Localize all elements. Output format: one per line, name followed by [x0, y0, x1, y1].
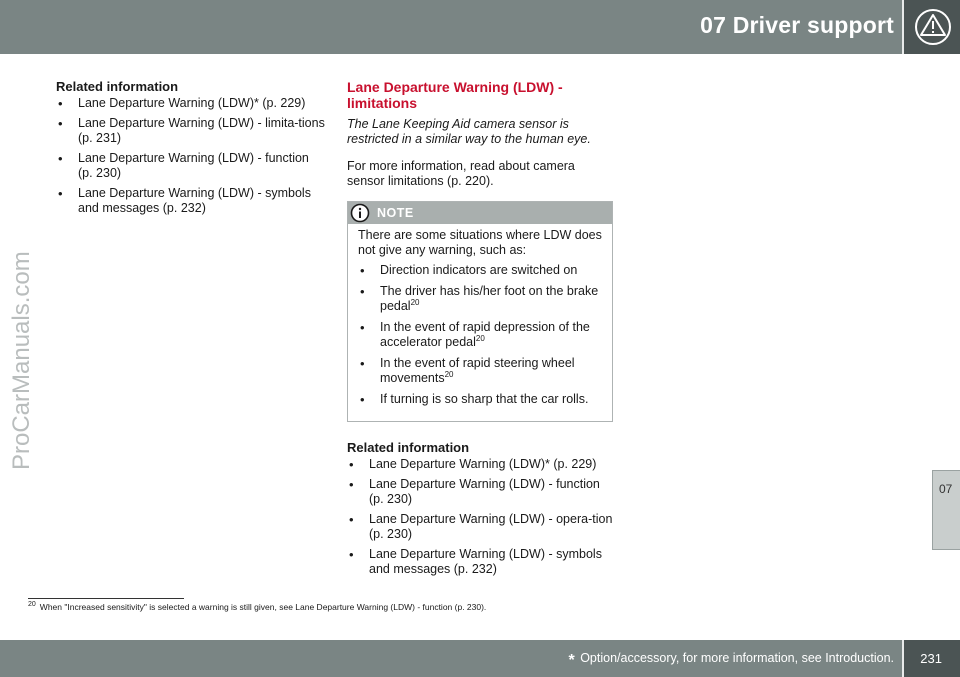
related-info-link[interactable]: • Lane Departure Warning (LDW)* (p. 229): [347, 457, 613, 472]
footer-note: [568, 651, 894, 670]
left-column: [56, 79, 326, 221]
note-list-item: [358, 392, 602, 407]
related-info-link[interactable]: • Lane Departure Warning (LDW) - limita-tions (p. 231): [56, 116, 326, 146]
note-list: [358, 263, 602, 407]
section-intro: The Lane Keeping Aid camera sensor is restricted in a similar way to the human eye.: [347, 117, 591, 146]
note-item-text: In the event of rapid depression of the accelerator pedal: [380, 320, 590, 349]
note-body: [348, 224, 612, 421]
footnote-ref[interactable]: 20: [444, 369, 454, 379]
related-info-link[interactable]: • Lane Departure Warning (LDW) - function (p. 230): [56, 151, 326, 181]
info-circle-icon: [350, 203, 370, 223]
footnote-number: 20: [28, 601, 36, 609]
page-number: 231: [920, 651, 942, 666]
footnote-ref[interactable]: 20: [475, 333, 485, 343]
related-info-link[interactable]: • Lane Departure Warning (LDW)* (p. 229): [56, 96, 326, 111]
page-header: [0, 0, 960, 54]
related-info-link[interactable]: • Lane Departure Warning (LDW) - opera-tion (p. 230): [347, 512, 613, 542]
footnote-divider: [28, 598, 184, 599]
note-box: [347, 201, 613, 422]
page-footer: [0, 640, 960, 677]
note-item-text: If turning is so sharp that the car rolls.: [380, 392, 589, 406]
related-info-list: [56, 96, 326, 216]
chapter-side-tab-label: 07: [939, 482, 953, 496]
footnote: [28, 602, 486, 612]
footer-note-text: Option/accessory, for more information, see Introduction.: [580, 651, 894, 665]
note-item-text: The driver has his/her foot on the brake pedal: [380, 284, 599, 313]
related-info-link[interactable]: • Lane Departure Warning (LDW) - symbols and messages (p. 232): [347, 547, 613, 577]
main-column: [347, 79, 613, 582]
section-title: Lane Departure Warning (LDW) - limitations: [347, 79, 563, 111]
note-item-text: In the event of rapid steering wheel movements: [380, 356, 575, 385]
related-info-link[interactable]: • Lane Departure Warning (LDW) - symbols and messages (p. 232): [56, 186, 326, 216]
note-label: NOTE: [377, 206, 414, 220]
note-list-item: [358, 356, 602, 386]
related-info-heading: Related information: [56, 79, 179, 94]
footnote-text: When "Increased sensitivity" is selected a warning is still given, see Lane Departure Warning (LDW) - function (p. 230).: [39, 602, 487, 612]
footnote-ref[interactable]: 20: [410, 297, 420, 307]
section-body: For more information, read about camera sensor limitations (p. 220).: [347, 159, 575, 188]
note-list-item: [358, 263, 602, 278]
related-info-link[interactable]: • Lane Departure Warning (LDW) - function (p. 230): [347, 477, 613, 507]
note-item-text: Direction indicators are switched on: [380, 263, 578, 277]
note-text: There are some situations where LDW does not give any warning, such as:: [358, 228, 602, 257]
related-info-heading: Related information: [347, 440, 470, 455]
footer-asterisk: *: [568, 652, 575, 669]
related-info-list: [347, 457, 613, 577]
watermark-text: ProCarManuals.com: [8, 251, 35, 470]
chapter-icon-box: [902, 0, 960, 54]
warning-triangle-icon: [914, 5, 952, 49]
chapter-title: 07 Driver support: [700, 12, 894, 38]
chapter-side-tab: [932, 470, 960, 550]
note-list-item: [358, 320, 602, 350]
note-list-item: [358, 284, 602, 314]
note-header: [348, 202, 612, 224]
